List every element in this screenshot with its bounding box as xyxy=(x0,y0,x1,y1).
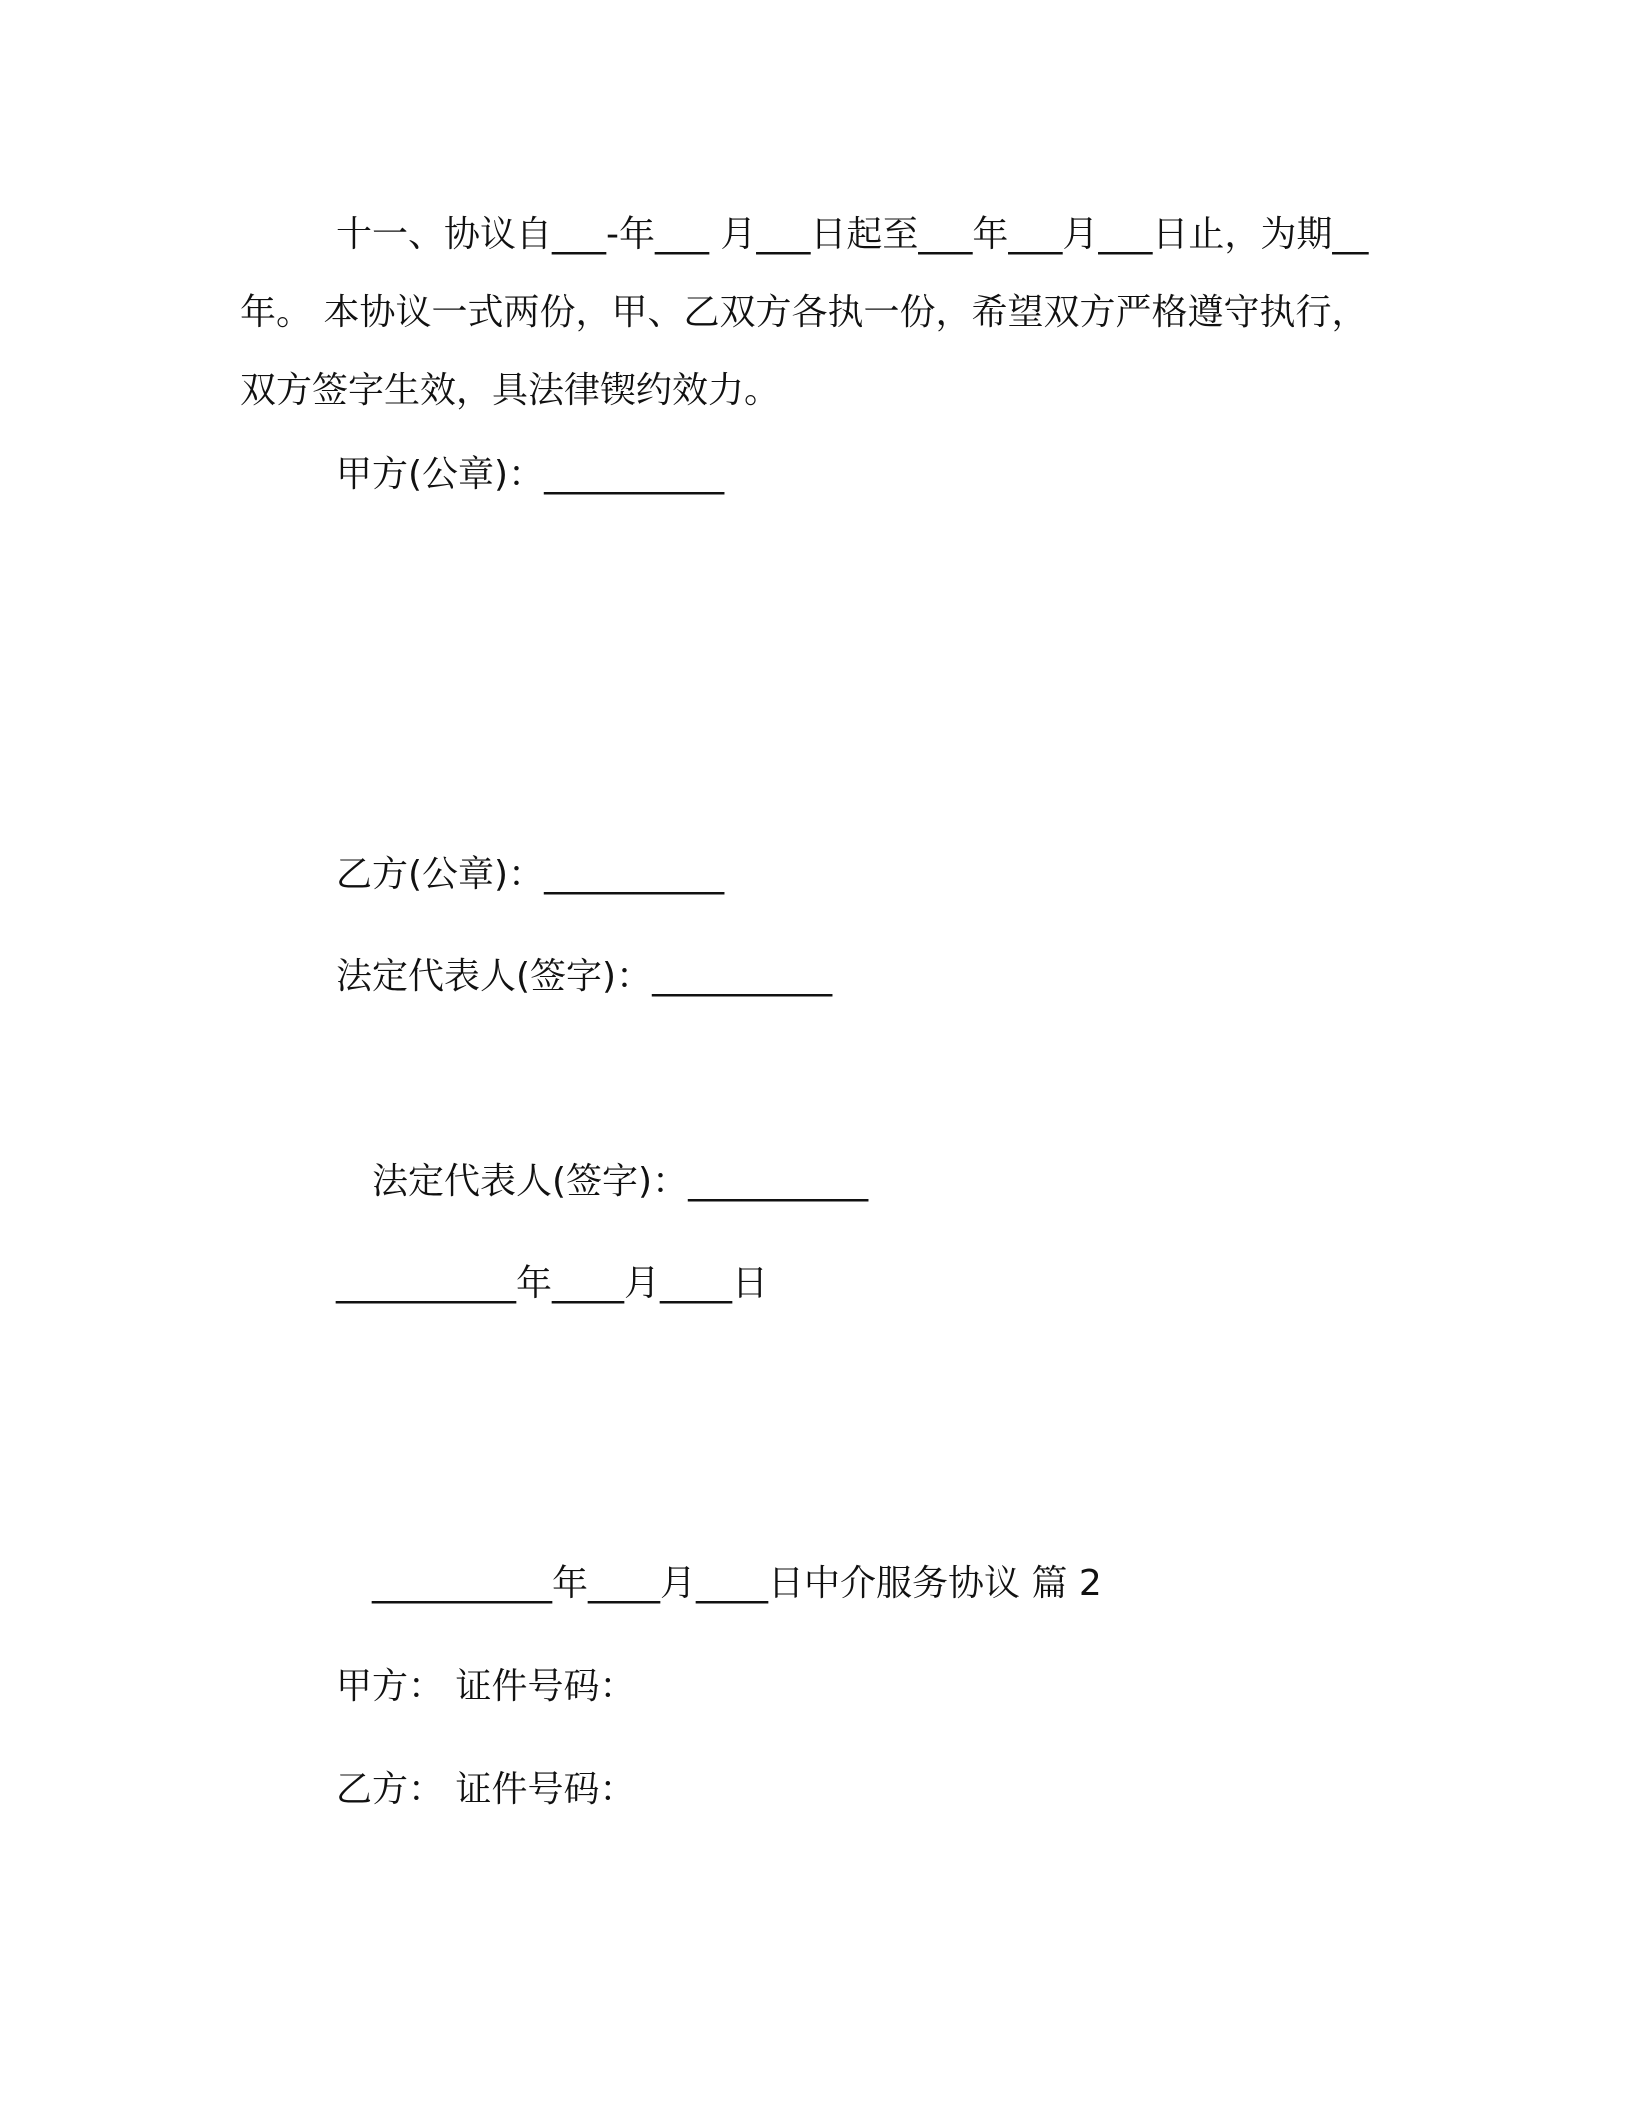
legal-representative-signature-line: 法定代表人(签字)：__________ xyxy=(336,956,833,997)
agreement-2-title: __________年____月____日中介服务协议 篇 2 xyxy=(372,1563,1102,1604)
legal-representative-signature-line-2: 法定代表人(签字)：__________ xyxy=(372,1161,869,1202)
party-b-seal-line: 乙方(公章)：__________ xyxy=(336,854,725,895)
party-a-seal-line: 甲方(公章)：__________ xyxy=(336,454,725,495)
date-line: __________年____月____日 xyxy=(336,1263,768,1304)
clause-11-paragraph: 十一、协议自___-年___ 月___日起至___年___月___日止，为期__年。 本协议一式两份，甲、乙双方各执一份，希望双方严格遵守执行，双方签字生效，具法律锲约效力。 xyxy=(240,214,1369,411)
party-b-id-line: 乙方： 证件号码： xyxy=(336,1769,636,1810)
party-a-id-line: 甲方： 证件号码： xyxy=(336,1666,636,1707)
